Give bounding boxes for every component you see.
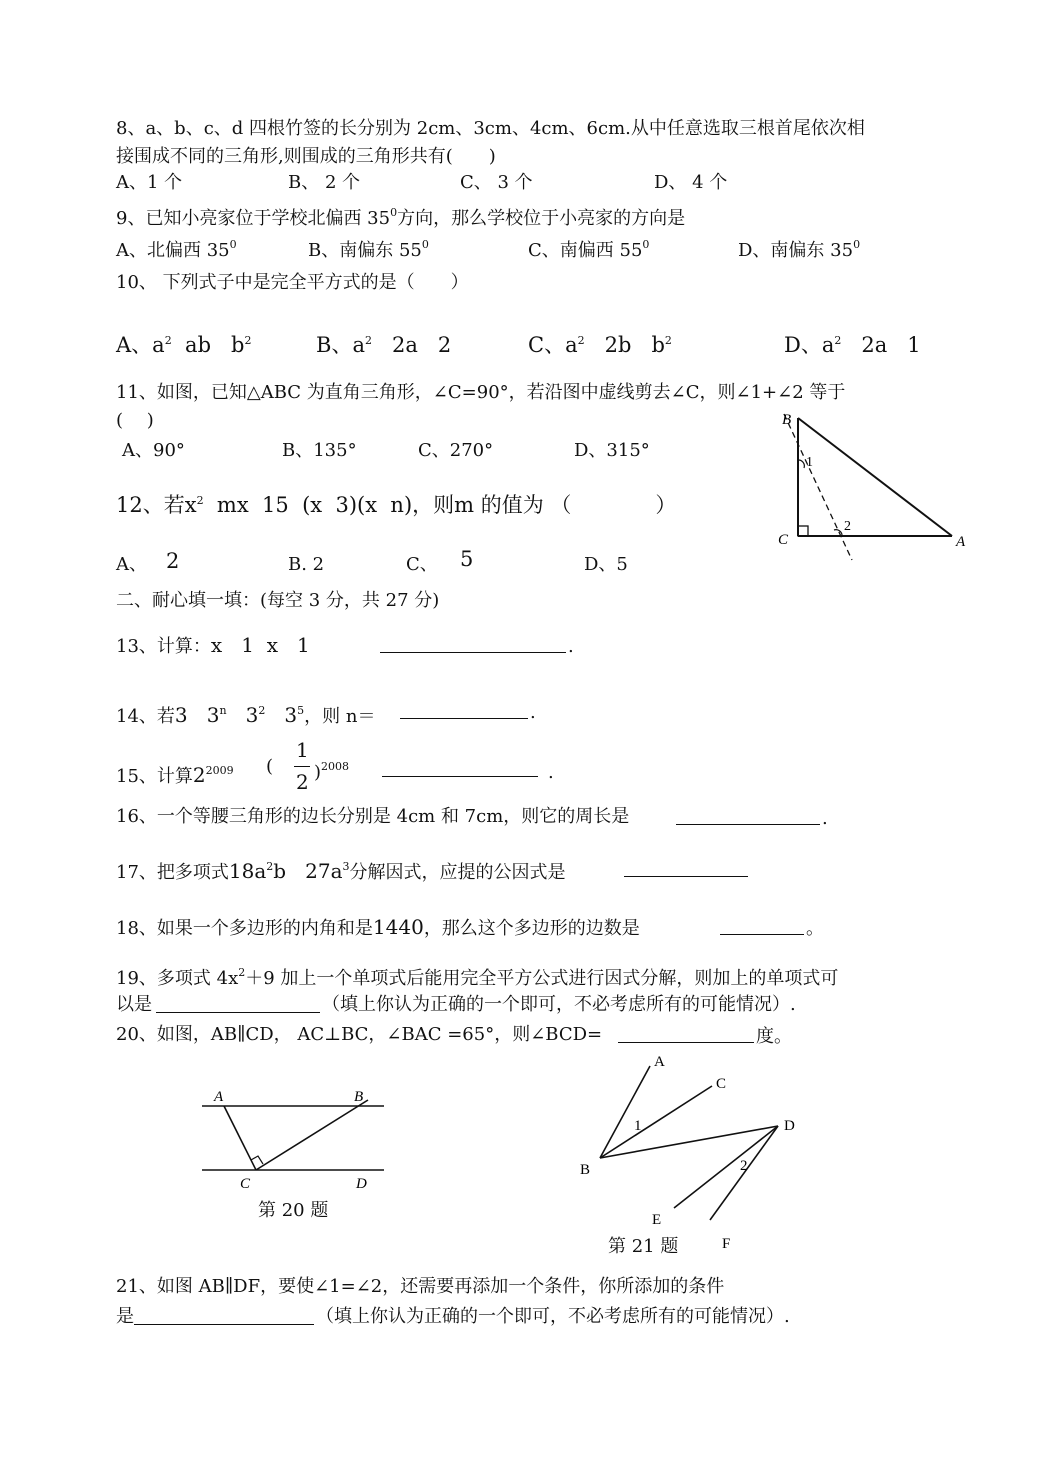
q8-line2: 接围成不同的三角形,则围成的三角形共有( )	[116, 146, 496, 167]
q15-fraction-numerator: 1	[296, 738, 309, 762]
q20-figure-caption: 第 20 题	[258, 1200, 329, 1221]
q10-stem: 10、 下列式子中是完全平方式的是（ ）	[116, 272, 469, 293]
q17-answer-blank[interactable]	[624, 858, 748, 877]
q12-stem: 12、若$x^2$ mx 15 (x 3)(x n)，则m 的值为 （ ）	[116, 493, 677, 517]
q8-line1: 8、a、b、c、d 四根竹签的长分别为 2cm、3cm、4cm、6cm.从中任意选取三根首尾依次相	[116, 118, 865, 139]
q12-option-b: B. 2	[288, 554, 325, 575]
q9-option-a: A、北偏西 $35^0$	[116, 238, 237, 261]
q21-line2-suffix: （填上你认为正确的一个即可，不必考虑所有的可能情况）.	[316, 1306, 790, 1327]
q20-answer-blank[interactable]	[618, 1024, 754, 1043]
q21-label-2: 2	[740, 1158, 748, 1174]
q21-label-e: E	[652, 1212, 662, 1228]
q12-prefix: 12、若	[116, 493, 185, 517]
q11-triangle-figure	[770, 404, 980, 569]
q16-period: .	[822, 808, 828, 829]
q12-option-a-label: A、	[116, 554, 147, 575]
q11-option-d: D、315°	[574, 440, 650, 461]
q8-option-b: B、 2 个	[288, 172, 361, 193]
q15-fraction-bar	[294, 766, 310, 767]
q9-stem-b: 方向，那么学校位于小亮家的方向是	[397, 208, 686, 229]
q9-option-b: B、南偏东 $55^0$	[308, 238, 429, 261]
q9-stem-a: 9、已知小亮家位于学校北偏西 35	[116, 208, 391, 229]
q13: 13、计算：x 1 x 1	[116, 633, 310, 657]
q10-option-b: B、$a^2$ 2a 2	[316, 333, 452, 357]
q20-end: 度。	[756, 1026, 792, 1047]
q14-period: .	[530, 702, 536, 723]
q21-answer-blank[interactable]	[134, 1306, 314, 1325]
q9-option-d: D、南偏东 $35^0$	[738, 238, 861, 261]
q11-label-1: 1	[806, 455, 813, 470]
q19-line1: 19、多项式 $4x^2+9$ 加上一个单项式后能用完全平方公式进行因式分解，则加上的单项式可	[116, 966, 839, 989]
q11-line2: ( )	[116, 410, 154, 431]
q11-option-c: C、270°	[418, 440, 494, 461]
q8-option-d: D、 4 个	[654, 172, 728, 193]
q15-answer-blank[interactable]	[382, 758, 538, 777]
q15-open-paren: (	[266, 756, 274, 777]
q15-close: )$^{2008}$	[314, 760, 350, 783]
q21-label-a: A	[654, 1054, 665, 1070]
q15-fraction-denominator: 2	[296, 770, 309, 794]
q12-option-c-value: 5	[460, 547, 474, 571]
q11-line1: 11、如图，已知△ABC 为直角三角形，∠C=90°，若沿图中虚线剪去∠C，则∠1+∠2 等于	[116, 382, 846, 403]
q15-period: .	[548, 762, 554, 783]
q9-option-c: C、南偏西 $55^0$	[528, 238, 650, 261]
q20-text: 20、如图，AB∥CD， AC⊥BC，∠BAC =65°，则∠BCD=	[116, 1024, 603, 1045]
q19-answer-blank[interactable]	[156, 994, 320, 1013]
q14: 14、若3 3$^n$ $3^2$ $3^5$，则 n＝	[116, 703, 376, 727]
q10-option-a: A、$a^2$ ab $b^2$	[116, 333, 252, 357]
q20-label-d: D	[356, 1176, 367, 1192]
section-2-heading: 二、耐心填一填：(每空 3 分，共 27 分)	[116, 590, 440, 611]
q19-line2-suffix: （填上你认为正确的一个即可，不必考虑所有的可能情况）.	[322, 994, 796, 1015]
q13-period: .	[568, 636, 574, 657]
q21-figure-caption: 第 21 题	[608, 1236, 679, 1257]
q20-label-b: B	[354, 1089, 364, 1105]
q18-answer-blank[interactable]	[720, 916, 804, 935]
q10-option-d: D、$a^2$ 2a 1	[784, 333, 921, 357]
q21-line2-prefix: 是	[116, 1306, 134, 1327]
q12-option-a-value: 2	[166, 549, 180, 573]
q21-label-1: 1	[634, 1118, 642, 1134]
q13-answer-blank[interactable]	[380, 634, 566, 653]
q21-label-b: B	[580, 1162, 591, 1178]
q11-option-b: B、135°	[282, 440, 357, 461]
q10-option-c: C、$a^2$ 2b $b^2$	[528, 333, 672, 357]
q11-option-a: A、90°	[122, 440, 185, 461]
q21-line1: 21、如图 AB∥DF，要使∠1=∠2，还需要再添加一个条件，你所添加的条件	[116, 1276, 725, 1297]
q15-prefix: 15、计算$2^{2009}$	[116, 763, 234, 787]
q16-text: 16、一个等腰三角形的边长分别是 4cm 和 7cm，则它的周长是	[116, 806, 630, 827]
q12-option-c-label: C、	[406, 554, 438, 575]
q21-label-d: D	[784, 1118, 795, 1134]
q9-stem	[116, 202, 685, 230]
q21-label-f: F	[722, 1236, 731, 1252]
q12-option-d: D、5	[584, 554, 628, 575]
q9-degree: 0	[390, 206, 398, 219]
q18: 18、如果一个多边形的内角和是1440，那么这个多边形的边数是	[116, 915, 640, 939]
q14-answer-blank[interactable]	[400, 700, 528, 719]
q11-label-a: A	[956, 534, 966, 550]
q11-label-c: C	[778, 532, 789, 548]
q21-figure	[570, 1048, 810, 1258]
q20-label-a: A	[214, 1089, 224, 1105]
q19-line2-prefix: 以是	[116, 994, 152, 1015]
q8-option-a: A、1 个	[116, 172, 183, 193]
q17: 17、把多项式$18a^2b$ $27a^3$分解因式，应提的公因式是	[116, 859, 566, 883]
q20-parallel-lines-figure	[196, 1082, 396, 1192]
q16-answer-blank[interactable]	[676, 806, 820, 825]
q20-label-c: C	[240, 1176, 251, 1192]
q11-label-2: 2	[844, 519, 851, 534]
q11-label-b: B	[782, 412, 792, 428]
q18-period: 。	[806, 918, 824, 939]
q8-option-c: C、 3 个	[460, 172, 533, 193]
q21-label-c: C	[716, 1076, 727, 1092]
